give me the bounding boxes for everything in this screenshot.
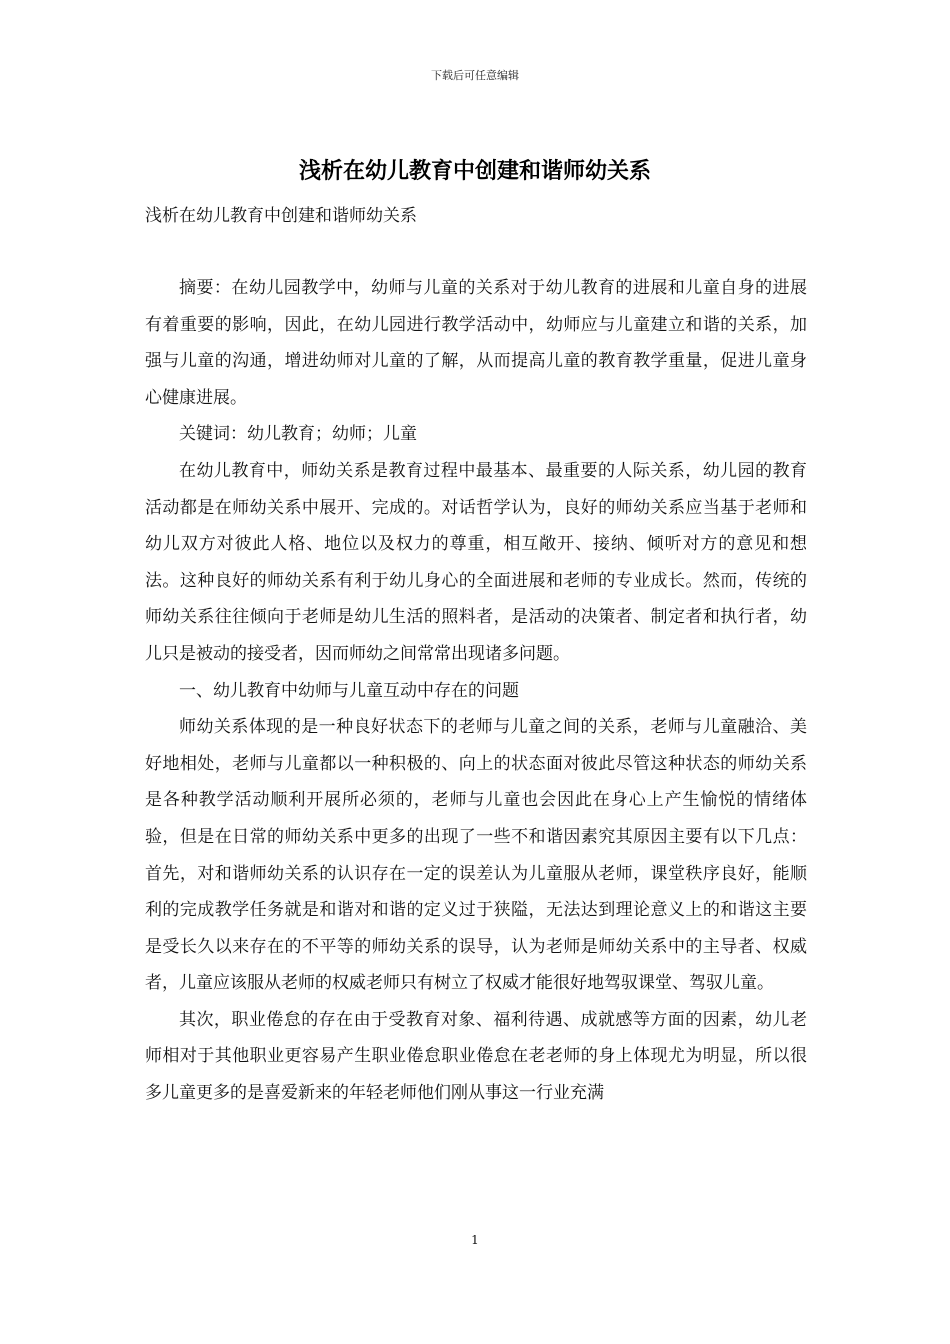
document-body — [145, 270, 807, 1112]
document-title: 浅析在幼儿教育中创建和谐师幼关系 — [298, 158, 651, 184]
document-subtitle: 浅析在幼儿教育中创建和谐师幼关系 — [145, 206, 417, 226]
page-header-note: 下载后可任意编辑 — [431, 69, 519, 82]
body-paragraph: 在幼儿教育中，师幼关系是教育过程中最基本、最重要的人际关系，幼儿园的教育活动都是在师幼关系中展开、完成的。对话哲学认为，良好的师幼关系应当基于老师和幼儿双方对彼此人格、地位以及权力的尊重，相互敞开、接纳、倾听对方的意见和想法。这种良好的师幼关系有利于幼儿身心的全面进展和老师的专业成长。然而，传统的师幼关系往往倾向于老师是幼儿生活的照料者，是活动的决策者、制定者和执行者，幼儿只是被动的接受者，因而师幼之间常常出现诸多问题。 — [145, 460, 807, 664]
keywords-paragraph: 关键词：幼儿教育；幼师；儿童 — [179, 424, 417, 445]
page-number: 1 — [471, 1233, 479, 1247]
section-heading: 一、幼儿教育中幼师与儿童互动中存在的问题 — [179, 680, 519, 701]
abstract-paragraph: 摘要：在幼儿园教学中，幼师与儿童的关系对于幼儿教育的进展和儿童自身的进展有着重要的影响，因此，在幼儿园进行教学活动中，幼师应与儿童建立和谐的关系，加强与儿童的沟通，增进幼师对儿童的了解，从而提高儿童的教育教学重量，促进儿童身心健康进展。 — [145, 278, 807, 408]
body-paragraph: 师幼关系体现的是一种良好状态下的老师与儿童之间的关系，老师与儿童融洽、美好地相处，老师与儿童都以一种积极的、向上的状态面对彼此尽管这种状态的师幼关系是各种教学活动顺利开展所必须的，老师与儿童也会因此在身心上产生愉悦的情绪体验，但是在日常的师幼关系中更多的出现了一些不和谐因素究其原因主要有以下几点：首先，对和谐师幼关系的认识存在一定的误差认为儿童服从老师，课堂秩序良好，能顺利的完成教学任务就是和谐对和谐的定义过于狭隘，无法达到理论意义上的和谐这主要是受长久以来存在的不平等的师幼关系的误导，认为老师是师幼关系中的主导者、权威者，儿童应该服从老师的权威老师只有树立了权威才能很好地驾驭课堂、驾驭儿童。 — [145, 717, 807, 994]
body-paragraph: 其次，职业倦怠的存在由于受教育对象、福利待遇、成就感等方面的因素，幼儿老师相对于其他职业更容易产生职业倦怠职业倦怠在老老师的身上体现尤为明显，所以很多儿童更多的是喜爱新来的年轻老师他们刚从事这一行业充满 — [145, 1009, 807, 1104]
